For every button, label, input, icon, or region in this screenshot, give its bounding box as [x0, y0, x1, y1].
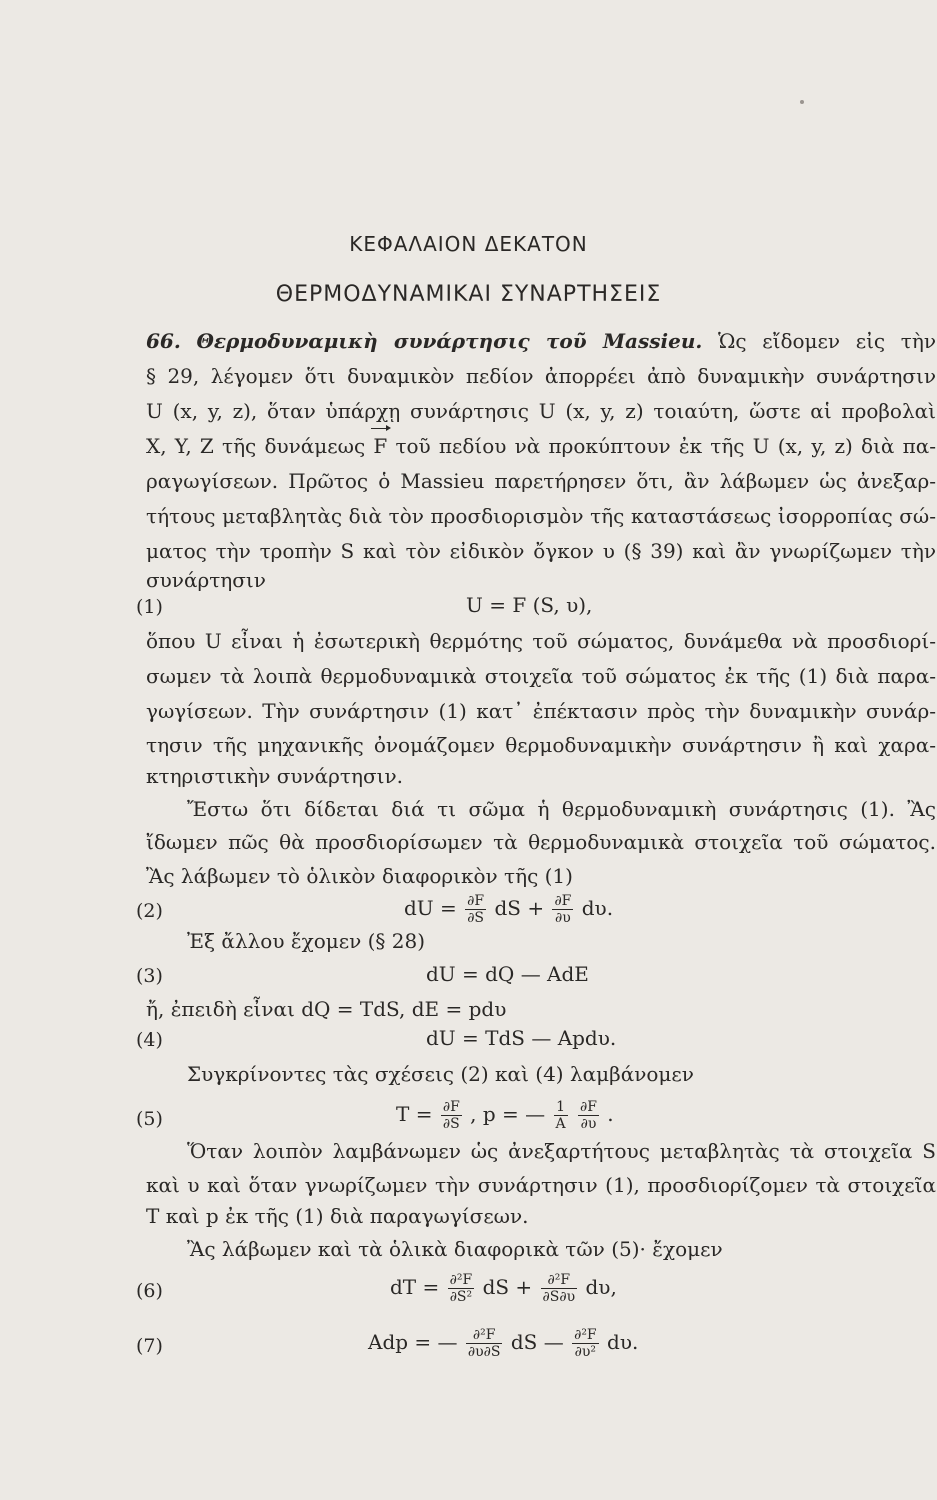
text-line: Ἔστω ὅτι δίδεται διά τι σῶμα ἡ θερμοδυναμικὴ συνάρτησις (1). Ἂς	[187, 797, 936, 821]
text-line: T καὶ p ἐκ τῆς (1) διὰ παραγωγίσεων.	[146, 1204, 529, 1228]
text-line: συνάρτησιν	[146, 568, 266, 592]
text-line: Ἂς λάβωμεν τὸ ὁλικὸν διαφορικὸν τῆς (1)	[146, 864, 573, 888]
equation-1: U = F (S, υ),	[466, 593, 593, 617]
text-line	[146, 433, 936, 459]
text-fragment: τοῦ πεδίου νὰ προκύπτουν ἐκ τῆς U (x, y, z) διὰ πα-	[395, 434, 937, 458]
text-line: ὅπου U εἶναι ἡ ἐσωτερικὴ θερμότης τοῦ σώματος, δυνάμεθα νὰ προσδιορί-	[146, 629, 936, 653]
text-line: τήτους μεταβλητὰς διὰ τὸν προσδιορισμὸν τῆς καταστάσεως ἰσορροπίας σώ-	[146, 504, 936, 528]
text-line: ἤ, ἐπειδὴ εἶναι dQ = TdS, dE = pdυ	[146, 997, 507, 1021]
fraction-denominator: ∂υ²	[574, 1344, 597, 1360]
fraction-numerator: ∂F	[554, 893, 572, 909]
fraction-numerator: ∂²F	[466, 1327, 503, 1344]
fraction-denominator: ∂S²	[449, 1289, 473, 1305]
equation-5	[396, 1099, 614, 1132]
section-text-start: Ὡς εἴδομεν εἰς τὴν	[718, 329, 936, 353]
fraction-denominator: A	[555, 1116, 566, 1132]
partial-fraction	[441, 1099, 462, 1132]
section-heading-line	[146, 328, 936, 354]
eq-lhs: Adp = —	[368, 1330, 458, 1354]
fraction-denominator: ∂S	[442, 1116, 460, 1132]
text-line: καὶ υ καὶ ὅταν γνωρίζωμεν τὴν συνάρτησιν (1), προσδιορίζομεν τὰ στοιχεῖα	[146, 1173, 936, 1197]
fraction	[554, 1099, 568, 1132]
equation-label: (4)	[136, 1029, 163, 1051]
fraction-denominator: ∂υ	[580, 1116, 597, 1132]
text-line: γωγίσεων. Τὴν συνάρτησιν (1) κατ᾿ ἐπέκτασιν πρὸς τὴν δυναμικὴν συνάρ-	[146, 699, 936, 723]
fraction-numerator: ∂²F	[449, 1272, 473, 1288]
fraction-denominator: ∂S∂υ	[542, 1289, 576, 1305]
equation-label: (5)	[136, 1108, 163, 1130]
eq-term: dυ.	[581, 896, 614, 920]
text-line: Ἂς λάβωμεν καὶ τὰ ὁλικὰ διαφορικὰ τῶν (5)· ἔχομεν	[187, 1237, 723, 1261]
equation-label: (3)	[136, 965, 163, 987]
equation-label: (1)	[136, 596, 163, 618]
equation-2	[404, 893, 613, 926]
text-line: ματος τὴν τροπὴν S καὶ τὸν εἰδικὸν ὄγκον υ (§ 39) καὶ ἂν γνωρίζωμεν τὴν	[146, 539, 936, 563]
equation-6	[390, 1272, 617, 1305]
vector-f-symbol: F	[373, 434, 388, 458]
text-line: κτηριστικὴν συνάρτησιν.	[146, 764, 403, 788]
equation-4: dU = TdS — Apdυ.	[426, 1026, 617, 1050]
eq-lhs: T =	[396, 1102, 433, 1126]
fraction-denominator: ∂υ	[555, 910, 571, 926]
text-line: ἴδωμεν πῶς θὰ προσδιορίσωμεν τὰ θερμοδυναμικὰ στοιχεῖα τοῦ σώματος.	[146, 830, 936, 854]
section-number: 66.	[146, 329, 181, 353]
fraction-numerator: ∂²F	[574, 1327, 597, 1343]
partial-fraction	[466, 1327, 503, 1360]
eq-lhs: dT =	[390, 1275, 440, 1299]
eq-term: , p = —	[470, 1102, 546, 1126]
fraction-numerator: ∂F	[579, 1099, 597, 1115]
partial-fraction	[552, 893, 573, 926]
equation-3: dU = dQ — AdE	[426, 962, 589, 986]
fraction-numerator: ∂F	[467, 893, 485, 909]
text-line: § 29, λέγομεν ὅτι δυναμικὸν πεδίον ἀπορρέει ἀπὸ δυναμικὴν συνάρτησιν	[146, 364, 936, 388]
text-line: τησιν τῆς μηχανικῆς ὀνομάζομεν θερμοδυναμικὴν συνάρτησιν ἢ καὶ χαρα-	[146, 733, 936, 757]
text-line: ραγωγίσεων. Πρῶτος ὁ Massieu παρετήρησεν ὅτι, ἂν λάβωμεν ὡς ἀνεξαρ-	[146, 469, 936, 493]
fraction-denominator: ∂S	[467, 910, 485, 926]
eq-term: dυ,	[585, 1275, 617, 1299]
eq-term: dS —	[510, 1330, 564, 1354]
equation-7	[368, 1327, 638, 1360]
partial-fraction	[572, 1327, 599, 1360]
eq-term: dS +	[482, 1275, 533, 1299]
text-fragment: X, Y, Z τῆς δυνάμεως	[146, 434, 366, 458]
text-line: U (x, y, z), ὅταν ὑπάρχῃ συνάρτησις U (x, y, z) τοιαύτη, ὥστε αἱ προβολαὶ	[146, 399, 936, 423]
eq-term: dυ.	[607, 1330, 639, 1354]
fraction-numerator: ∂²F	[541, 1272, 578, 1289]
text-line: σωμεν τὰ λοιπὰ θερμοδυναμικὰ στοιχεῖα τοῦ σώματος ἐκ τῆς (1) διὰ παρα-	[146, 664, 936, 688]
partial-fraction	[465, 893, 486, 926]
fraction-numerator: 1	[554, 1099, 568, 1116]
partial-fraction	[578, 1099, 599, 1132]
chapter-heading: ΚΕΦΑΛΑΙΟΝ ΔΕΚΑΤΟΝ	[349, 232, 588, 256]
equation-label: (6)	[136, 1280, 163, 1302]
text-line: Ὅταν λοιπὸν λαμβάνωμεν ὡς ἀνεξαρτήτους μεταβλητὰς τὰ στοιχεῖα S	[187, 1139, 936, 1163]
text-line: Ἐξ ἄλλου ἔχομεν (§ 28)	[187, 929, 426, 953]
equation-label: (7)	[136, 1335, 163, 1357]
fraction-numerator: ∂F	[442, 1099, 460, 1115]
partial-fraction	[448, 1272, 475, 1305]
eq-lhs: dU =	[404, 896, 457, 920]
eq-term: dS +	[494, 896, 545, 920]
partial-fraction	[541, 1272, 578, 1305]
text-line: Συγκρίνοντες τὰς σχέσεις (2) καὶ (4) λαμβάνομεν	[187, 1062, 694, 1086]
section-title: Θερμοδυναμικὴ συνάρτησις τοῦ Massieu.	[196, 329, 703, 353]
equation-label: (2)	[136, 900, 163, 922]
chapter-title: ΘΕΡΜΟΔΥΝΑΜΙΚΑΙ ΣΥΝΑΡΤΗΣΕΙΣ	[275, 282, 662, 307]
eq-term: .	[607, 1102, 614, 1126]
fraction-denominator: ∂υ∂S	[467, 1344, 501, 1360]
